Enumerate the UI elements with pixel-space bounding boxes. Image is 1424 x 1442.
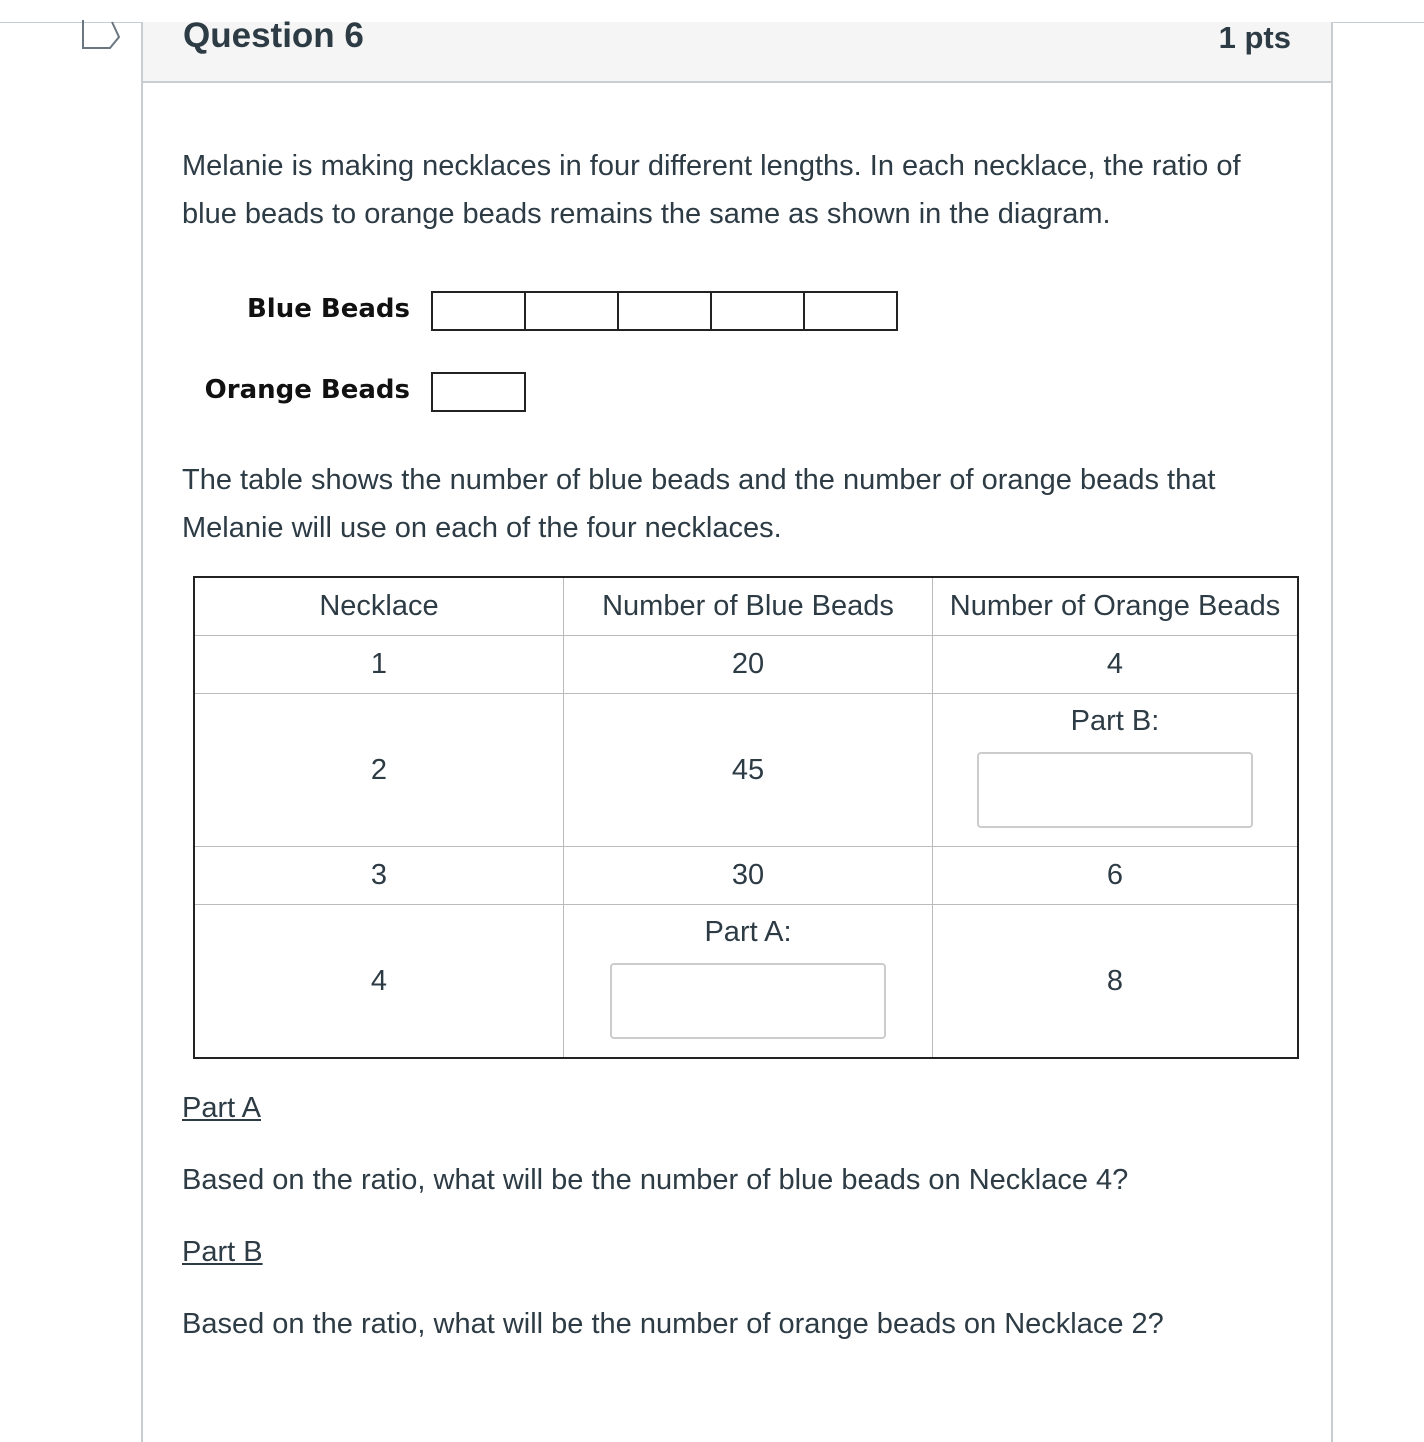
header-cell: Number of Orange Beads: [933, 577, 1299, 636]
part-a-answer-input[interactable]: [610, 963, 886, 1039]
part-b-cell: [933, 694, 1299, 847]
part-a-label: Part A:: [704, 915, 792, 948]
part-b-heading: Part B: [182, 1236, 263, 1268]
blue-beads-tape: [431, 291, 898, 331]
table-intro-text: The table shows the number of blue beads and the number of orange beads that Melanie will use on each of the four necklaces.: [182, 464, 1216, 544]
part-a-cell: [564, 905, 933, 1059]
table-cell: 1: [194, 636, 564, 694]
table-cell: 8: [933, 905, 1299, 1059]
intro-text: Melanie is making necklaces in four different lengths. In each necklace, the ratio of blue beads to orange beads remains the same as shown in the diagram.: [182, 150, 1241, 230]
part-b-text: Based on the ratio, what will be the number of orange beads on Necklace 2?: [182, 1308, 1164, 1340]
orange-beads-tape: [431, 372, 526, 412]
table-cell: 4: [933, 636, 1299, 694]
table-cell: 2: [194, 694, 564, 847]
table-cell: 45: [564, 694, 933, 847]
table-row: [194, 694, 1298, 847]
table-cell: 30: [564, 847, 933, 905]
part-a-heading: Part A: [182, 1092, 261, 1124]
question-points: 1 pts: [1218, 20, 1291, 55]
table-row: [194, 636, 1298, 694]
table-cell: 20: [564, 636, 933, 694]
question-header: [143, 16, 1331, 83]
question-title: Question 6: [183, 16, 364, 55]
part-b-label: Part B:: [1070, 704, 1160, 737]
part-a-text: Based on the ratio, what will be the number of blue beads on Necklace 4?: [182, 1164, 1129, 1196]
table-cell: 6: [933, 847, 1299, 905]
orange-beads-label: Orange Beads: [204, 375, 410, 405]
header-cell: Number of Blue Beads: [564, 577, 933, 636]
header-cell: Necklace: [194, 577, 564, 636]
blue-beads-label: Blue Beads: [246, 294, 410, 324]
beads-table: [193, 576, 1299, 1059]
table-header-row: [194, 577, 1298, 636]
table-row: [194, 847, 1298, 905]
part-b-answer-input[interactable]: [977, 752, 1253, 828]
table-row: [194, 905, 1298, 1059]
table-cell: 4: [194, 905, 564, 1059]
table-cell: 3: [194, 847, 564, 905]
flag-question-icon[interactable]: [82, 20, 120, 50]
